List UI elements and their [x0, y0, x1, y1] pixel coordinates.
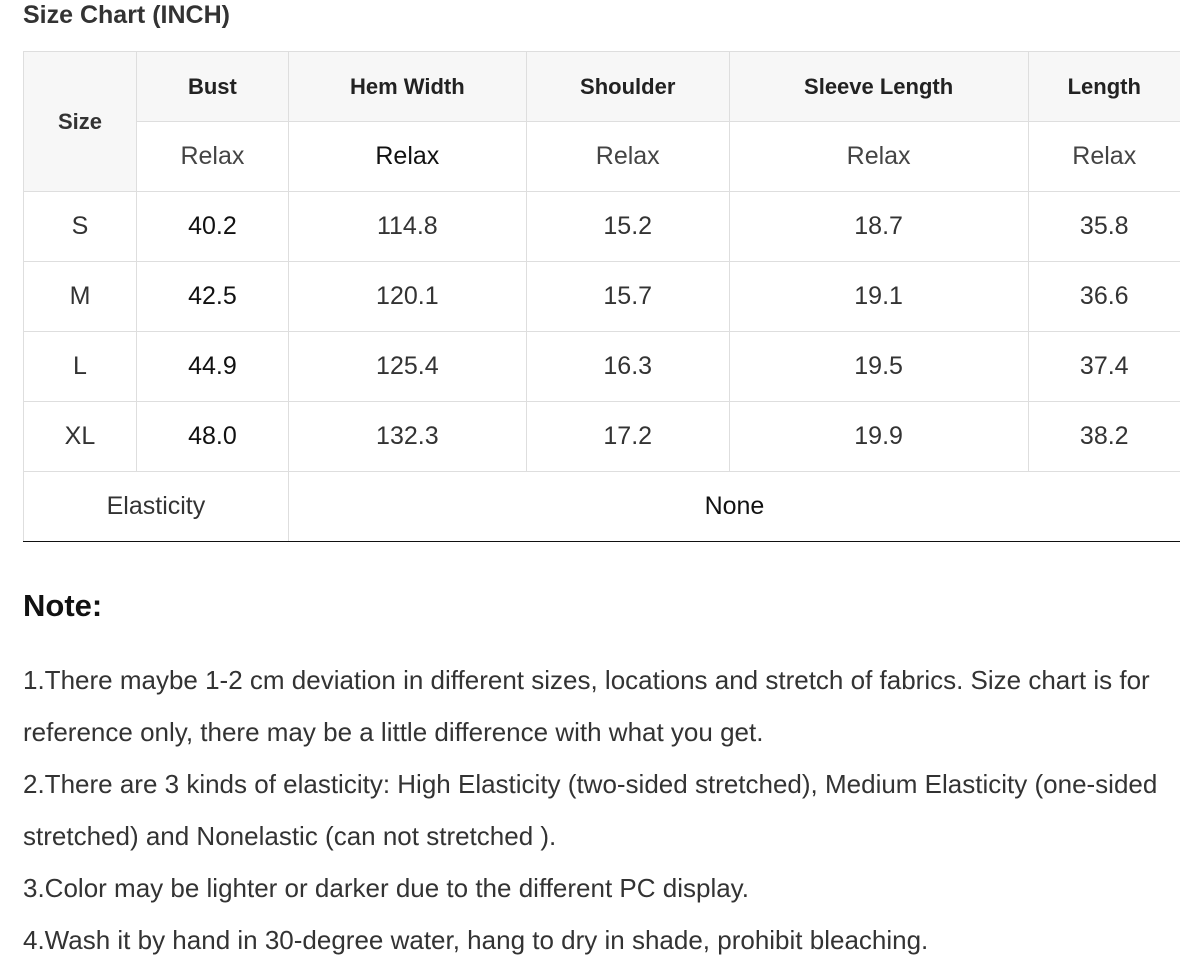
size-cell: L: [24, 332, 137, 402]
elasticity-label: Elasticity: [24, 472, 289, 542]
table-cell: 35.8: [1028, 192, 1180, 262]
table-cell: 114.8: [288, 192, 526, 262]
elasticity-row: [24, 472, 1180, 542]
table-cell: 44.9: [136, 332, 288, 402]
note-heading: Note:: [23, 588, 102, 624]
size-cell: M: [24, 262, 137, 332]
elasticity-value: None: [288, 472, 1180, 542]
table-cell: 38.2: [1028, 402, 1180, 472]
fit-label: Relax: [288, 122, 526, 192]
table-cell: 19.9: [729, 402, 1028, 472]
table-cell: 36.6: [1028, 262, 1180, 332]
note-list: [23, 654, 1173, 966]
column-header-hem-width: Hem Width: [288, 52, 526, 122]
table-row: [24, 262, 1180, 332]
size-cell: XL: [24, 402, 137, 472]
note-item: 3.Color may be lighter or darker due to the different PC display.: [23, 862, 1173, 914]
table-cell: 42.5: [136, 262, 288, 332]
table-row: [24, 192, 1180, 262]
table-cell: 16.3: [526, 332, 729, 402]
table-cell: 48.0: [136, 402, 288, 472]
fit-label: Relax: [136, 122, 288, 192]
fit-row: [24, 122, 1180, 192]
header-row: [24, 52, 1180, 122]
note-item: 4.Wash it by hand in 30-degree water, hang to dry in shade, prohibit bleaching.: [23, 914, 1173, 966]
table-cell: 120.1: [288, 262, 526, 332]
table-cell: 15.7: [526, 262, 729, 332]
table-cell: 19.5: [729, 332, 1028, 402]
table-cell: 17.2: [526, 402, 729, 472]
table-cell: 40.2: [136, 192, 288, 262]
table-cell: 18.7: [729, 192, 1028, 262]
table-cell: 132.3: [288, 402, 526, 472]
size-chart-table: [23, 51, 1180, 542]
table-cell: 15.2: [526, 192, 729, 262]
fit-label: Relax: [1028, 122, 1180, 192]
size-header: Size: [24, 52, 137, 192]
column-header-shoulder: Shoulder: [526, 52, 729, 122]
table-row: [24, 332, 1180, 402]
column-header-bust: Bust: [136, 52, 288, 122]
note-item: 1.There maybe 1-2 cm deviation in different sizes, locations and stretch of fabrics. Size chart is for reference only, there may be a little difference with what you get.: [23, 654, 1173, 758]
table-cell: 125.4: [288, 332, 526, 402]
fit-label: Relax: [526, 122, 729, 192]
table-cell: 19.1: [729, 262, 1028, 332]
note-item: 2.There are 3 kinds of elasticity: High Elasticity (two-sided stretched), Medium Elasticity (one-sided stretched) and Nonelastic (can not stretched ).: [23, 758, 1173, 862]
column-header-length: Length: [1028, 52, 1180, 122]
column-header-sleeve-length: Sleeve Length: [729, 52, 1028, 122]
size-chart-title: Size Chart (INCH): [23, 1, 230, 30]
table-row: [24, 402, 1180, 472]
size-cell: S: [24, 192, 137, 262]
table-cell: 37.4: [1028, 332, 1180, 402]
fit-label: Relax: [729, 122, 1028, 192]
